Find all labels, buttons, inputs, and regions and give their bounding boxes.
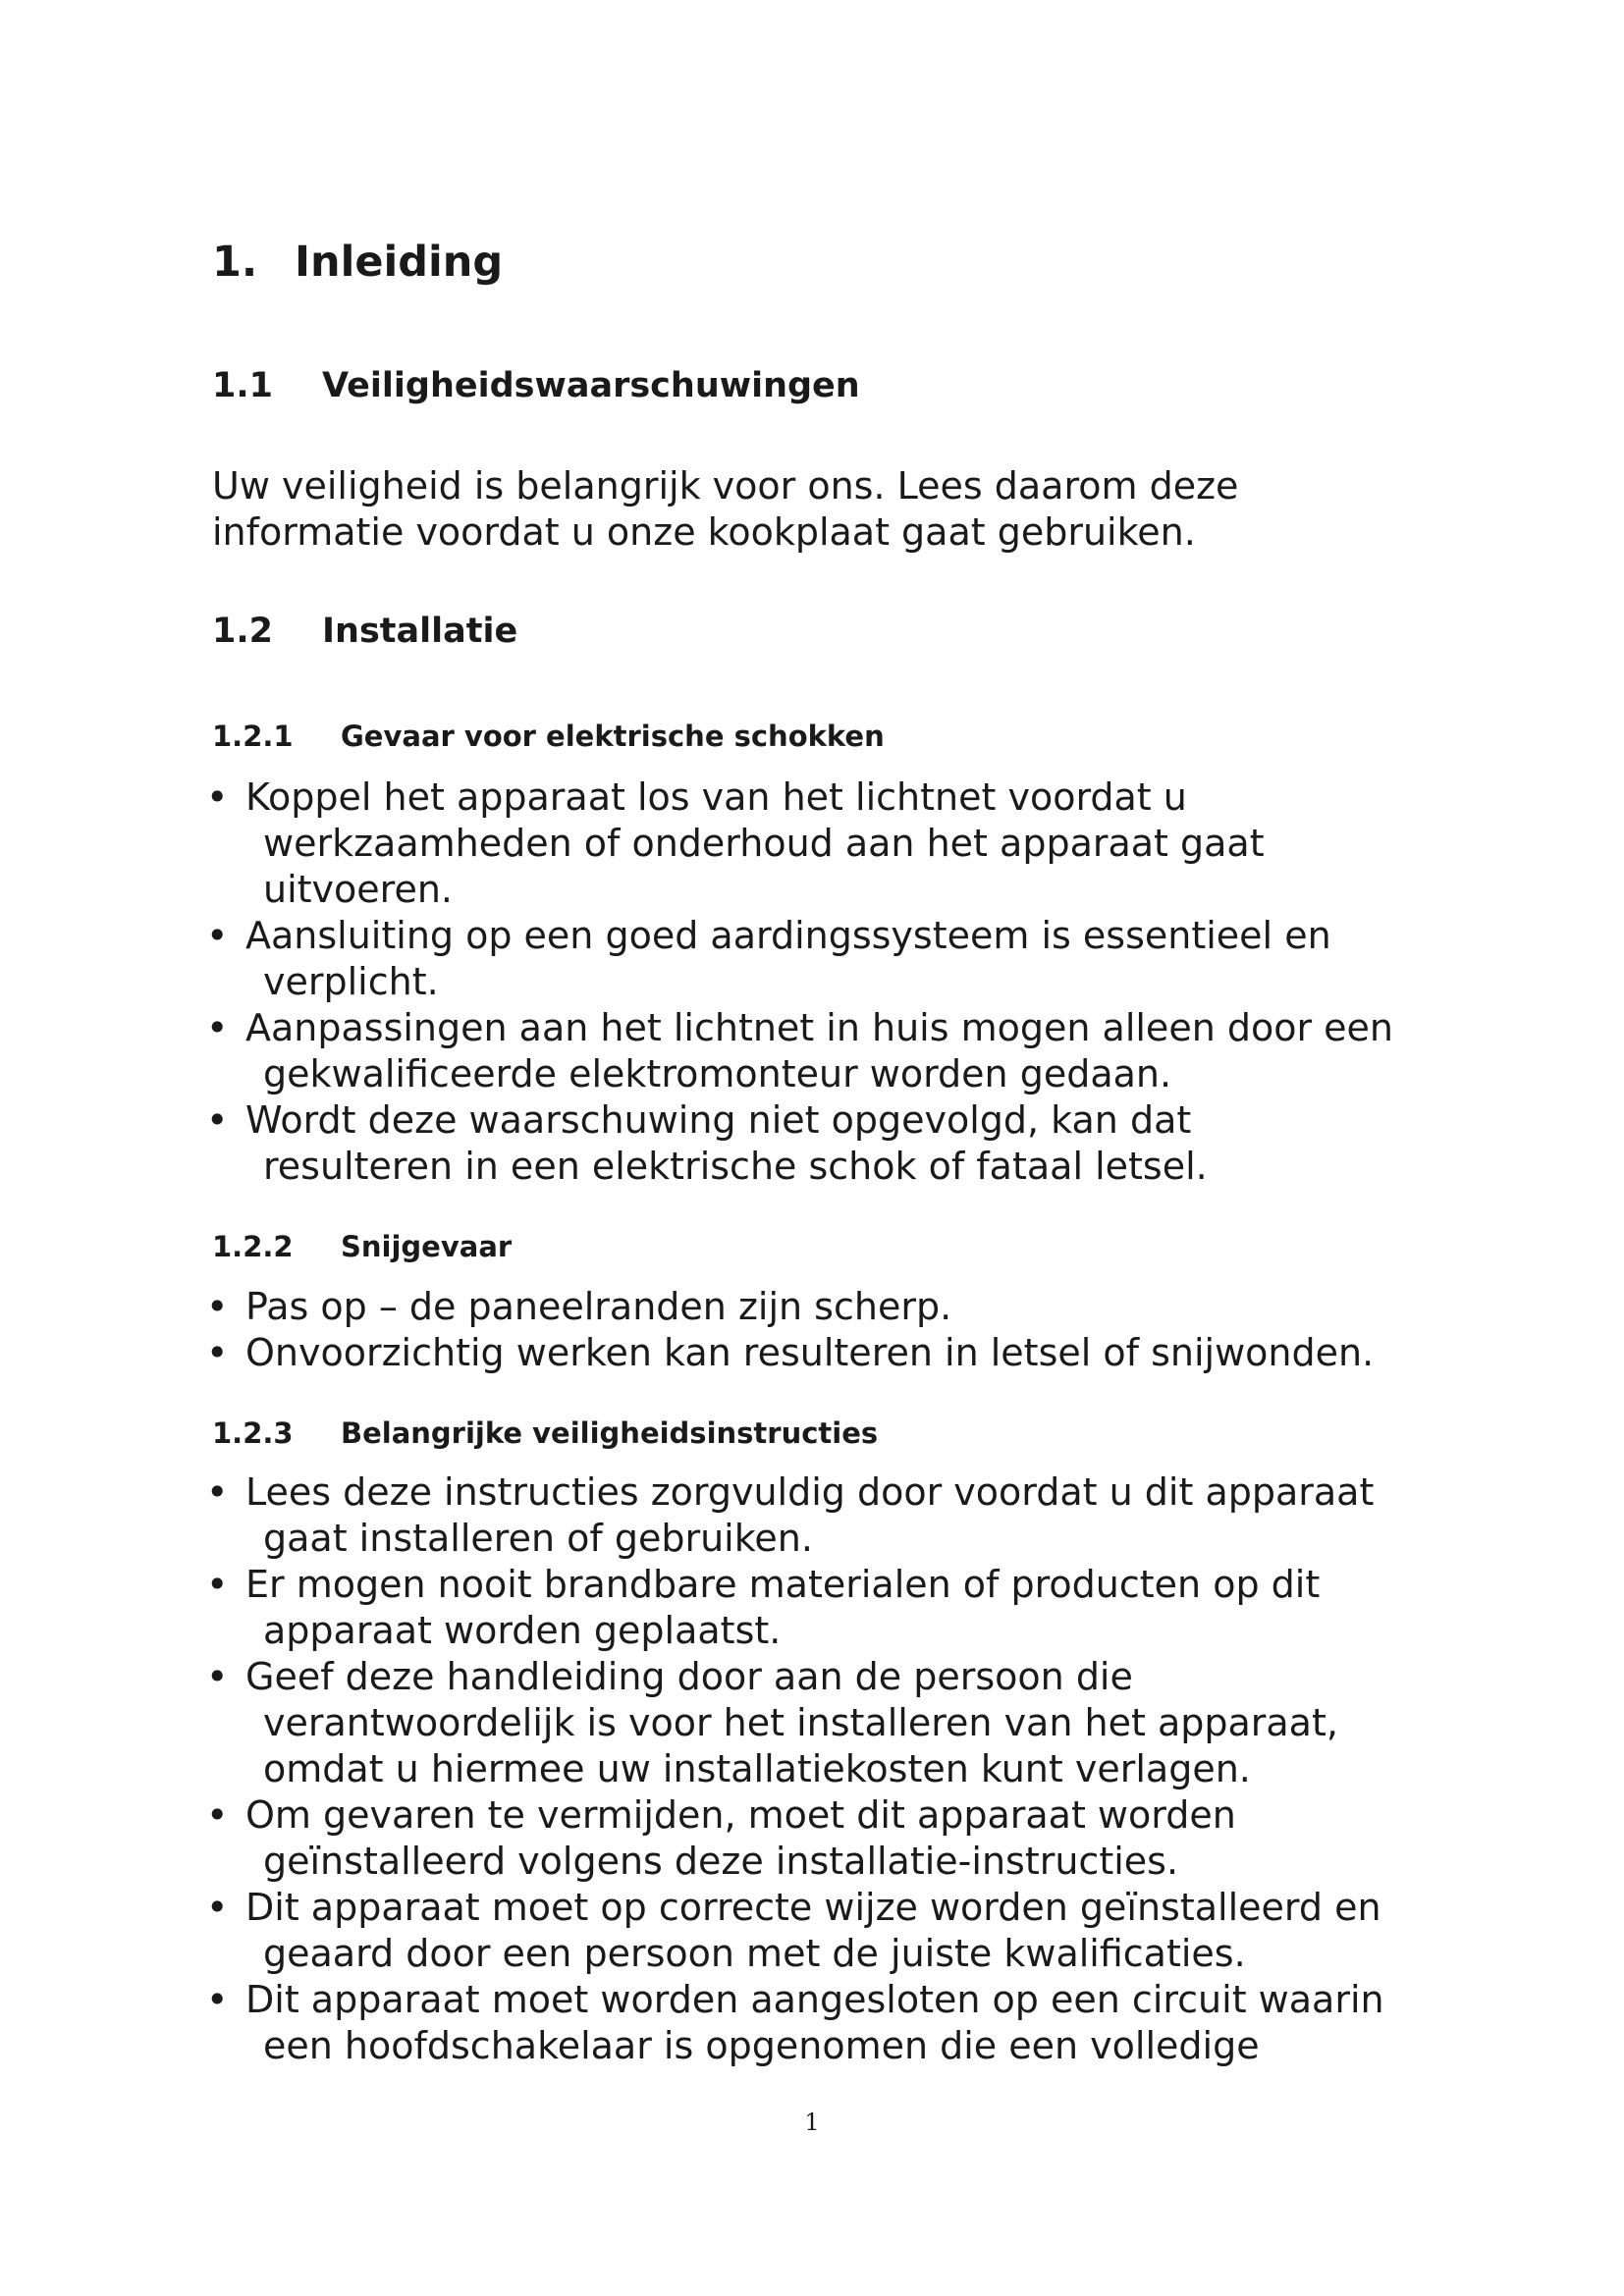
subsection-heading-1-2-1 <box>212 720 885 754</box>
list-item <box>206 1097 1492 1190</box>
subsection-title: Belangrijke veiligheidsinstructies <box>341 1416 879 1450</box>
list-item-line: Om gevaren te vermijden, moet dit apparaat worden <box>245 1793 1236 1837</box>
list-item <box>206 1792 1492 1885</box>
list-item <box>206 1469 1492 1562</box>
intro-paragraph <box>212 463 1489 556</box>
bullet-icon: • <box>206 1793 229 1837</box>
bullet-icon: • <box>206 1563 229 1606</box>
list-item-line: gaat installeren of gebruiken. <box>263 1517 813 1560</box>
bullet-icon: • <box>206 914 229 957</box>
list-item-line: Dit apparaat moet worden aangesloten op een circuit waarin <box>245 1978 1384 2021</box>
subsection-title: Gevaar voor elektrische schokken <box>341 720 885 753</box>
list-item-line: geïnstalleerd volgens deze installatie-instructies. <box>263 1840 1179 1883</box>
section-number: 1.2 <box>212 612 274 651</box>
list-item-line: Aansluiting op een goed aardingssysteem is essentieel en <box>245 914 1331 957</box>
section-title: Veiligheidswaarschuwingen <box>322 366 860 405</box>
chapter-heading <box>212 238 503 289</box>
list-item-line: gekwalificeerde elektromonteur worden gedaan. <box>263 1052 1172 1095</box>
list-item <box>206 1977 1492 2069</box>
list-item-line: uitvoeren. <box>263 868 453 911</box>
list-item <box>206 1005 1492 1097</box>
list-item-line: Koppel het apparaat los van het lichtnet voordat u <box>245 775 1187 819</box>
list-item-line: Geef deze handleiding door aan de persoon die <box>245 1655 1133 1698</box>
list-item-line: Lees deze instructies zorgvuldig door voordat u dit apparaat <box>245 1470 1375 1514</box>
bullet-icon: • <box>206 1655 229 1698</box>
list-item <box>206 913 1492 1005</box>
list-item-line: Pas op – de paneelranden zijn scherp. <box>245 1285 952 1328</box>
subsection-number: 1.2.3 <box>212 1416 294 1450</box>
section-heading-1-2 <box>212 611 517 652</box>
list-item-line: een hoofdschakelaar is opgenomen die een volledige <box>263 2024 1260 2067</box>
list-item-line: Aanpassingen aan het lichtnet in huis mogen alleen door een <box>245 1006 1394 1049</box>
bullet-icon: • <box>206 1470 229 1514</box>
list-item <box>206 1562 1492 1654</box>
chapter-title: Inleiding <box>295 238 504 287</box>
list-item <box>206 1330 1492 1376</box>
bullet-list-cutting-hazard <box>206 1284 1492 1376</box>
list-item <box>206 774 1492 913</box>
list-item-line: verplicht. <box>263 960 439 1003</box>
list-item-line: Er mogen nooit brandbare materialen of producten op dit <box>245 1563 1321 1606</box>
list-item <box>206 1284 1492 1330</box>
list-item-line: Onvoorzichtig werken kan resulteren in letsel of snijwonden. <box>245 1331 1375 1374</box>
list-item-line: verantwoordelijk is voor het installeren van het apparaat, <box>263 1701 1338 1744</box>
bullet-list-safety-instructions <box>206 1469 1492 2069</box>
subsection-heading-1-2-2 <box>212 1230 512 1264</box>
subsection-title: Snijgevaar <box>341 1230 513 1263</box>
subsection-number: 1.2.1 <box>212 720 294 753</box>
list-item-line: omdat u hiermee uw installatiekosten kunt verlagen. <box>263 1747 1251 1790</box>
bullet-icon: • <box>206 1978 229 2021</box>
chapter-number: 1. <box>212 238 258 287</box>
bullet-icon: • <box>206 1098 229 1142</box>
subsection-heading-1-2-3 <box>212 1416 878 1451</box>
bullet-icon: • <box>206 1886 229 1929</box>
list-item <box>206 1885 1492 1977</box>
page-number: 1 <box>804 2109 820 2136</box>
list-item-line: Dit apparaat moet op correcte wijze worden geïnstalleerd en <box>245 1886 1381 1929</box>
bullet-icon: • <box>206 1331 229 1374</box>
paragraph-line: Uw veiligheid is belangrijk voor ons. Lees daarom deze <box>212 464 1239 507</box>
section-heading-1-1 <box>212 365 860 406</box>
list-item-line: werkzaamheden of onderhoud aan het apparaat gaat <box>263 822 1265 865</box>
subsection-number: 1.2.2 <box>212 1230 294 1263</box>
list-item-line: resulteren in een elektrische schok of fataal letsel. <box>263 1145 1208 1188</box>
list-item-line: apparaat worden geplaatst. <box>263 1609 782 1652</box>
section-number: 1.1 <box>212 366 274 405</box>
bullet-icon: • <box>206 1285 229 1328</box>
list-item-line: geaard door een persoon met de juiste kwalificaties. <box>263 1932 1246 1975</box>
bullet-icon: • <box>206 775 229 819</box>
list-item-line: Wordt deze waarschuwing niet opgevolgd, kan dat <box>245 1098 1192 1142</box>
paragraph-line: informatie voordat u onze kookplaat gaat gebruiken. <box>212 510 1196 554</box>
section-title: Installatie <box>322 612 518 651</box>
bullet-list-electric-shock <box>206 774 1492 1190</box>
list-item <box>206 1654 1492 1792</box>
bullet-icon: • <box>206 1006 229 1049</box>
